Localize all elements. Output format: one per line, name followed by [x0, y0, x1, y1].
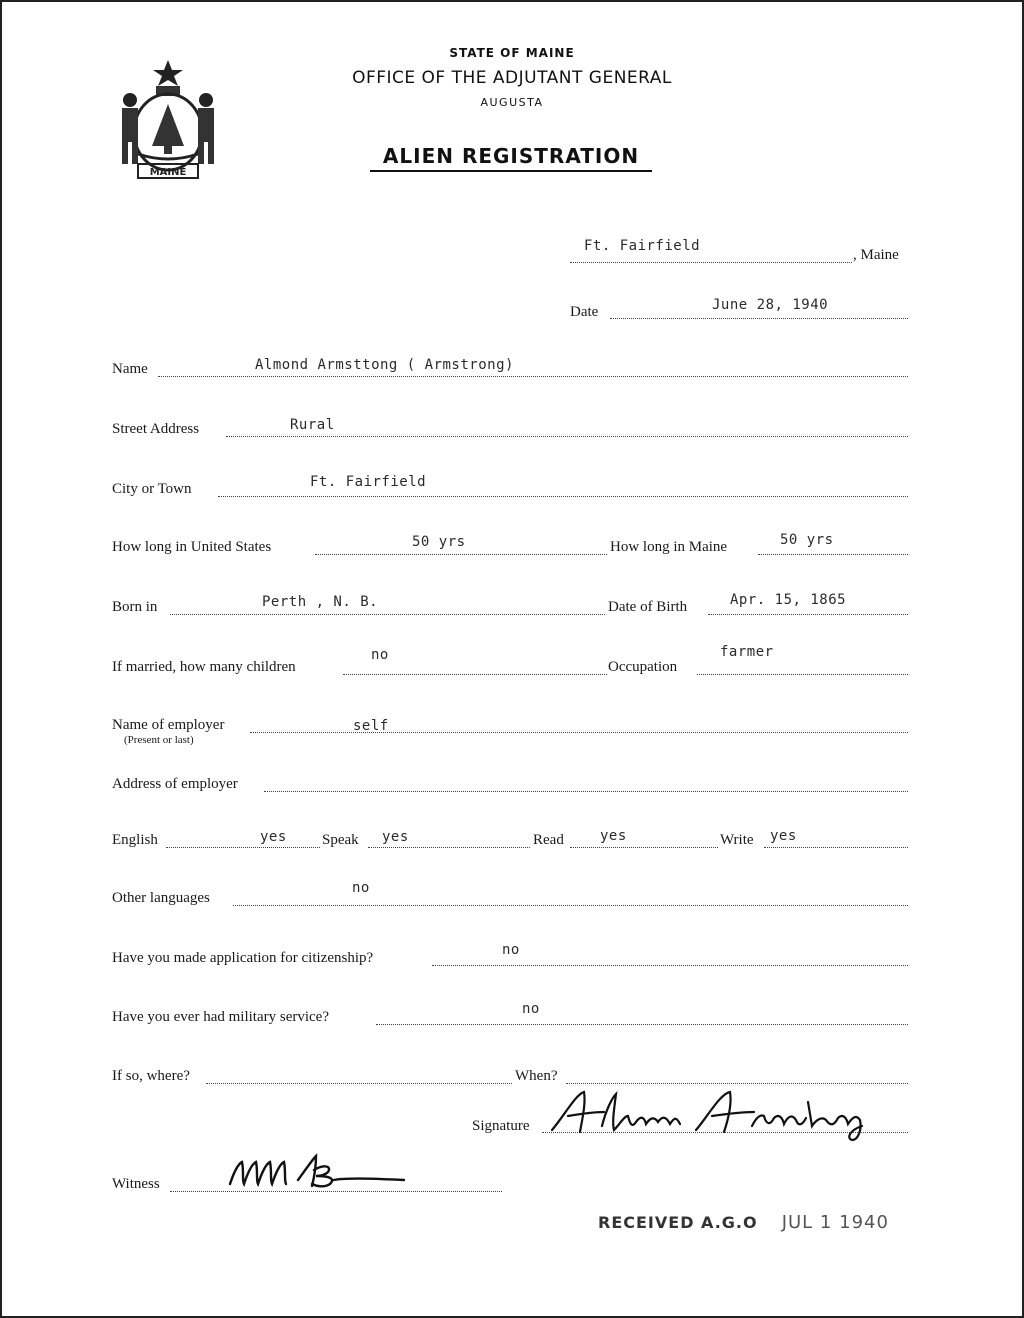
read-label: Read: [533, 832, 564, 848]
dob-value[interactable]: Apr. 15, 1865: [730, 592, 847, 608]
citizenship-line: [432, 965, 908, 966]
header-city: AUGUSTA: [480, 96, 544, 109]
children-value[interactable]: no: [371, 647, 389, 663]
witness-initials-scribble[interactable]: [224, 1150, 414, 1194]
employer-address-line[interactable]: [264, 791, 908, 792]
place-line: [570, 262, 852, 263]
children-line: [343, 674, 607, 675]
read-value[interactable]: yes: [600, 828, 627, 844]
us-duration-label: How long in United States: [112, 539, 272, 555]
other-languages-label: Other languages: [112, 890, 210, 906]
header-state: STATE OF MAINE: [449, 46, 575, 60]
street-line: [226, 436, 908, 437]
employer-label: Name of employer: [112, 717, 225, 733]
born-in-line: [170, 614, 605, 615]
employer-line: [250, 732, 908, 733]
born-in-value[interactable]: Perth , N. B.: [262, 594, 379, 610]
city-line: [218, 496, 908, 497]
us-duration-value[interactable]: 50 yrs: [412, 534, 466, 550]
city-value[interactable]: Ft. Fairfield: [310, 474, 427, 490]
other-languages-value[interactable]: no: [352, 880, 370, 896]
name-label: Name: [112, 361, 148, 377]
form-title: ALIEN REGISTRATION: [370, 144, 652, 172]
street-value[interactable]: Rural: [290, 417, 335, 433]
received-stamp-date: JUL 1 1940: [781, 1212, 889, 1233]
employer-sublabel: (Present or last): [124, 734, 194, 746]
occupation-value[interactable]: farmer: [720, 644, 774, 660]
name-value[interactable]: Almond Armsttong ( Armstrong): [255, 357, 514, 373]
military-line: [376, 1024, 908, 1025]
english-value[interactable]: yes: [260, 829, 287, 845]
received-stamp-label: RECEIVED A.G.O: [598, 1213, 758, 1232]
employer-value[interactable]: self: [353, 718, 389, 734]
employer-address-label: Address of employer: [112, 776, 238, 792]
write-line: [764, 847, 908, 848]
place-value[interactable]: Ft. Fairfield: [584, 238, 701, 254]
where-label: If so, where?: [112, 1068, 190, 1084]
street-label: Street Address: [112, 421, 200, 437]
speak-value[interactable]: yes: [382, 829, 409, 845]
us-duration-line: [315, 554, 607, 555]
write-value[interactable]: yes: [770, 828, 797, 844]
name-line: [158, 376, 908, 377]
military-value[interactable]: no: [522, 1001, 540, 1017]
maine-duration-line: [758, 554, 908, 555]
maine-duration-value[interactable]: 50 yrs: [780, 532, 834, 548]
city-label: City or Town: [112, 481, 192, 497]
header-office: OFFICE OF THE ADJUTANT GENERAL: [352, 68, 672, 88]
dob-label: Date of Birth: [608, 599, 688, 615]
citizenship-value[interactable]: no: [502, 942, 520, 958]
military-label: Have you ever had military service?: [112, 1009, 329, 1025]
maine-duration-label: How long in Maine: [610, 539, 728, 555]
witness-label: Witness: [112, 1176, 160, 1192]
when-label: When?: [515, 1068, 558, 1084]
state-seal-icon: [108, 56, 228, 184]
dob-line: [708, 614, 908, 615]
born-in-label: Born in: [112, 599, 158, 615]
other-languages-line: [233, 905, 908, 906]
speak-line: [368, 847, 530, 848]
read-line: [570, 847, 718, 848]
where-line[interactable]: [206, 1083, 512, 1084]
received-stamp: [598, 1212, 889, 1233]
signature-scribble[interactable]: [546, 1086, 886, 1142]
write-label: Write: [720, 832, 754, 848]
signature-label: Signature: [472, 1118, 530, 1134]
date-label: Date: [570, 304, 599, 320]
english-line: [166, 847, 320, 848]
occupation-line: [697, 674, 908, 675]
place-suffix: , Maine: [853, 247, 899, 263]
citizenship-label: Have you made application for citizenship?: [112, 950, 374, 966]
date-line: [610, 318, 908, 319]
children-label: If married, how many children: [112, 659, 296, 675]
when-line[interactable]: [566, 1083, 908, 1084]
speak-label: Speak: [322, 832, 359, 848]
date-value[interactable]: June 28, 1940: [712, 297, 829, 313]
seal-text: MAINE: [149, 167, 187, 178]
english-label: English: [112, 832, 158, 848]
occupation-label: Occupation: [608, 659, 678, 675]
